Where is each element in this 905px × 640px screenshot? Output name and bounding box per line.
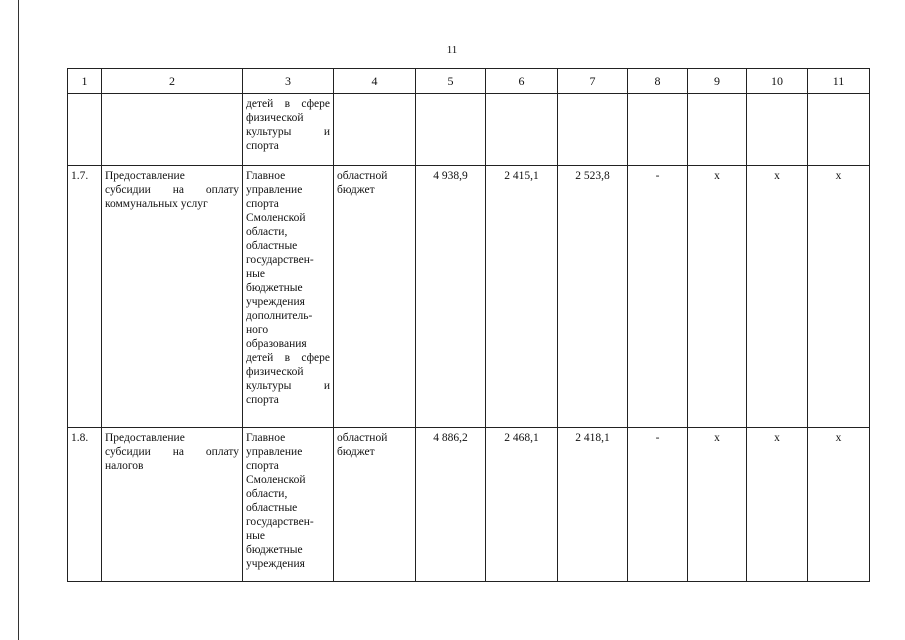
header-cell: 4	[334, 69, 416, 94]
executor-line: детей в сфере	[246, 98, 330, 110]
executor-line: спорта	[246, 394, 279, 406]
table-row-1-7	[68, 166, 870, 428]
header-cell: 10	[747, 69, 808, 94]
executor-line: управление	[246, 184, 303, 196]
executor-line: спорта	[246, 140, 279, 152]
executor-line: области,	[246, 226, 288, 238]
row-executor-cell	[243, 94, 334, 166]
executor-line: спорта	[246, 460, 279, 472]
name-line: коммунальных услуг	[105, 198, 208, 210]
row-name-cell	[102, 166, 243, 428]
row-value-c11: х	[808, 428, 870, 582]
row-value-year1: 2 415,1	[486, 166, 558, 428]
row-value-c11: х	[808, 166, 870, 428]
executor-line: образования	[246, 338, 307, 350]
row-value-c10: х	[747, 428, 808, 582]
name-line: Предоставление	[105, 432, 185, 444]
row-id-cell	[68, 94, 102, 166]
row-value-year3: -	[628, 166, 688, 428]
row-id-cell: 1.7.	[68, 166, 102, 428]
header-cell: 11	[808, 69, 870, 94]
executor-line: областные	[246, 502, 298, 514]
executor-line: учреждения	[246, 296, 305, 308]
row-value-cell	[808, 94, 870, 166]
row-value-c9: х	[688, 428, 747, 582]
source-line: областной	[337, 170, 388, 182]
row-source-cell	[334, 94, 416, 166]
executor-line: бюджетные	[246, 282, 303, 294]
name-line: налогов	[105, 460, 144, 472]
executor-line: ные	[246, 268, 265, 280]
executor-line: управление	[246, 446, 303, 458]
header-cell: 7	[558, 69, 628, 94]
row-value-c10: х	[747, 166, 808, 428]
header-cell: 6	[486, 69, 558, 94]
name-line: Предоставление	[105, 170, 185, 182]
row-value-year1: 2 468,1	[486, 428, 558, 582]
source-line: бюджет	[337, 184, 375, 196]
header-cell: 5	[416, 69, 486, 94]
executor-line: культуры и	[246, 380, 330, 392]
row-value-cell	[416, 94, 486, 166]
row-executor-cell	[243, 166, 334, 428]
row-value-total: 4 938,9	[416, 166, 486, 428]
header-cell: 3	[243, 69, 334, 94]
header-row	[68, 69, 870, 94]
executor-line: области,	[246, 488, 288, 500]
row-source-cell	[334, 166, 416, 428]
budget-table	[67, 68, 870, 582]
header-cell: 9	[688, 69, 747, 94]
executor-line: физической	[246, 366, 304, 378]
source-line: областной	[337, 432, 388, 444]
header-cell: 8	[628, 69, 688, 94]
executor-line: культуры и	[246, 126, 330, 138]
row-id-cell: 1.8.	[68, 428, 102, 582]
row-value-year3: -	[628, 428, 688, 582]
table-row-1-8	[68, 428, 870, 582]
executor-line: физической	[246, 112, 304, 124]
row-value-year2: 2 523,8	[558, 166, 628, 428]
page-edge-line	[18, 0, 19, 640]
row-value-cell	[747, 94, 808, 166]
row-value-cell	[628, 94, 688, 166]
executor-line: дополнитель-	[246, 310, 313, 322]
executor-line: спорта	[246, 198, 279, 210]
executor-line: Главное	[246, 170, 286, 182]
executor-line: Смоленской	[246, 474, 306, 486]
table-row-continuation	[68, 94, 870, 166]
row-value-total: 4 886,2	[416, 428, 486, 582]
row-name-cell	[102, 94, 243, 166]
row-value-year2: 2 418,1	[558, 428, 628, 582]
executor-line: Главное	[246, 432, 286, 444]
name-line: субсидии на оплату	[105, 446, 239, 458]
executor-line: ного	[246, 324, 269, 336]
executor-line: областные	[246, 240, 298, 252]
executor-line: учреждения	[246, 558, 305, 570]
executor-line: государствен-	[246, 516, 314, 528]
header-cell: 1	[68, 69, 102, 94]
executor-line: Смоленской	[246, 212, 306, 224]
row-value-cell	[558, 94, 628, 166]
name-line: субсидии на оплату	[105, 184, 239, 196]
row-value-cell	[486, 94, 558, 166]
page-number: 11	[446, 44, 458, 56]
executor-line: детей в сфере	[246, 352, 330, 364]
row-name-cell	[102, 428, 243, 582]
executor-line: ные	[246, 530, 265, 542]
header-cell: 2	[102, 69, 243, 94]
source-line: бюджет	[337, 446, 375, 458]
row-executor-cell	[243, 428, 334, 582]
row-value-c9: х	[688, 166, 747, 428]
executor-line: бюджетные	[246, 544, 303, 556]
executor-line: государствен-	[246, 254, 314, 266]
row-source-cell	[334, 428, 416, 582]
row-value-cell	[688, 94, 747, 166]
